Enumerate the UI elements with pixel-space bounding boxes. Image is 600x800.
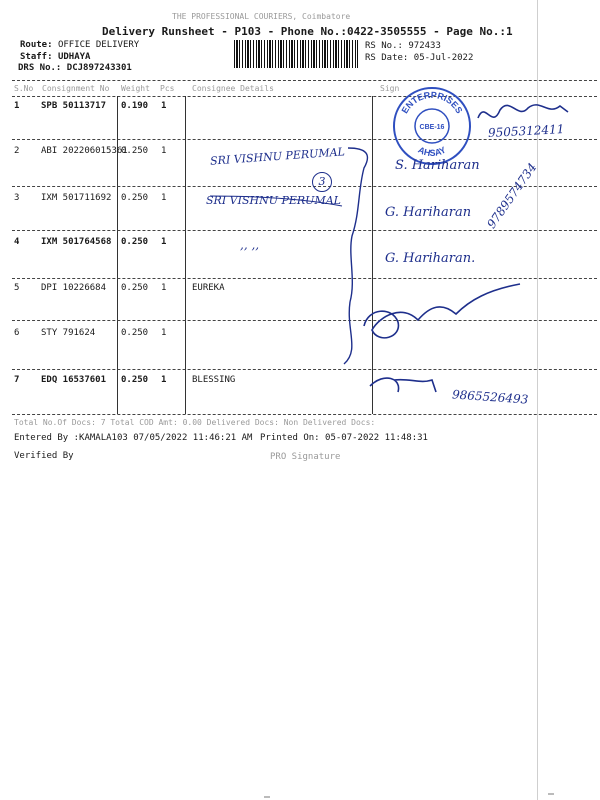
row-sno: 7 <box>14 375 20 385</box>
row-consignment: ABI 202206015361 <box>41 146 128 156</box>
row-weight: 0.250 <box>121 375 149 385</box>
row-details: EUREKA <box>192 283 225 293</box>
row-weight: 0.190 <box>121 101 149 111</box>
rs-date-value: 05-Jul-2022 <box>413 53 474 63</box>
handwritten-signature-hariharan-2: G. Hariharan <box>385 205 472 220</box>
column-header-weight: Weight <box>121 84 150 93</box>
handwritten-phone-2: 9789574734 <box>484 160 540 232</box>
column-header-pcs: Pcs <box>160 84 175 93</box>
rs-date-label: RS Date: <box>365 53 409 63</box>
column-header-sno: S.No <box>14 84 34 93</box>
row-sno: 3 <box>14 193 20 203</box>
route-label: Route: <box>20 40 53 50</box>
company-line: THE PROFESSIONAL COURIERS, Coimbatore <box>172 12 351 21</box>
scan-speck <box>264 796 270 798</box>
row-details: BLESSING <box>192 375 236 385</box>
signature-label: PRO Signature <box>270 452 341 462</box>
handwritten-ditto-marks: ,, ,, <box>240 238 260 252</box>
row-weight: 0.250 <box>121 283 149 293</box>
row-weight: 0.250 <box>121 237 149 247</box>
row-pcs: 1 <box>161 283 167 293</box>
row-pcs: 1 <box>161 237 167 247</box>
column-header-sign: Sign <box>380 84 400 93</box>
row-consignment: SPB 50113717 <box>41 101 107 111</box>
handwritten-consignee-name: SRI VISHNU PERUMAL <box>209 145 346 168</box>
scan-speck <box>548 793 554 795</box>
row-consignment: EDQ 16537601 <box>41 375 107 385</box>
row-sno: 4 <box>14 237 20 247</box>
row-consignment: DPI 10226684 <box>41 283 107 293</box>
rs-no-label: RS No.: <box>365 41 403 51</box>
row-sno: 1 <box>14 101 20 111</box>
row-weight: 0.250 <box>121 328 149 338</box>
row-consignment: STY 791624 <box>41 328 96 338</box>
row-sno: 2 <box>14 146 20 156</box>
row-sno: 6 <box>14 328 20 338</box>
column-header-details: Consignee Details <box>192 84 274 93</box>
row-pcs: 1 <box>161 193 167 203</box>
handwritten-signature-hariharan-1: S. Hariharan <box>395 158 480 173</box>
row-consignment: IXM 501764568 <box>41 237 112 247</box>
totals-line: Total No.Of Docs: 7 Total COD Amt: 0.00 Delivered Docs: Non Delivered Docs: <box>14 418 376 427</box>
row-consignment: IXM 501711692 <box>41 193 112 203</box>
handwritten-consignee-name-2: SRI VISHNU PERUMAL <box>206 194 341 207</box>
staff-value: UDHAYA <box>57 52 91 62</box>
column-header-consignment: Consignment No <box>42 84 110 93</box>
stamp-bottom-text: AHSAY <box>416 144 448 159</box>
drs-label: DRS No.: <box>18 63 62 73</box>
rs-no-value: 972433 <box>408 41 441 51</box>
row-pcs: 1 <box>161 375 167 385</box>
stamp-top-text: ENTERPRISES <box>399 89 465 116</box>
printed-on: Printed On: 05-07-2022 11:48:31 <box>260 433 428 443</box>
entered-by: Entered By :KAMALA103 07/05/2022 11:46:21 AM <box>14 433 253 443</box>
page-title: Delivery Runsheet - P103 - Phone No.:0422-3505555 - Page No.:1 <box>102 25 513 38</box>
route-value: OFFICE DELIVERY <box>57 40 140 50</box>
circle-number-text: 3 <box>318 175 326 188</box>
drs-value: DCJ897243301 <box>66 63 132 73</box>
handwritten-signature-hariharan-3: G. Hariharan. <box>385 251 476 266</box>
row-weight: 0.250 <box>121 193 149 203</box>
row-pcs: 1 <box>161 328 167 338</box>
handwritten-phone-1: 9505312411 <box>487 122 565 140</box>
row-sno: 5 <box>14 283 20 293</box>
row-pcs: 1 <box>161 146 167 156</box>
row-pcs: 1 <box>161 101 167 111</box>
row-weight: 0.250 <box>121 146 149 156</box>
staff-label: Staff: <box>20 52 53 62</box>
handwritten-phone-3: 9865526493 <box>451 387 529 407</box>
stamp-center-text: CBE-16 <box>419 124 445 131</box>
verified-by: Verified By <box>14 451 74 461</box>
